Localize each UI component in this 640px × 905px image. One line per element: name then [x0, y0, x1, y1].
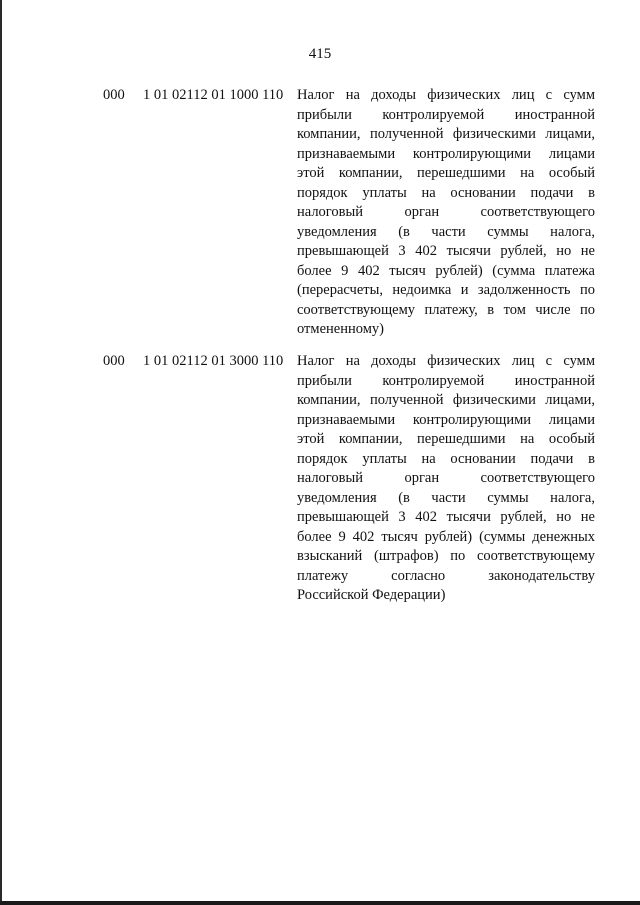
description-line: этой компании, перешедшими на особый — [297, 431, 595, 447]
kbk-code: 1 01 02112 01 3000 110 — [143, 353, 284, 369]
description-line: налоговый орган соответствующего — [297, 204, 595, 220]
admin-code: 000 — [103, 353, 125, 369]
description-line: налоговый орган соответствующего — [297, 470, 595, 486]
description-line: (перерасчеты, недоимка и задолженность по — [297, 282, 595, 298]
description-line: прибыли контролируемой иностранной — [297, 106, 595, 123]
income-description — [297, 352, 595, 606]
description-line: порядок уплаты на основании подачи в — [297, 184, 595, 201]
description-line: уведомления (в части суммы налога, — [297, 223, 595, 240]
description-line: более 9 402 тысяч рублей) (сумма платежа — [297, 262, 595, 279]
scan-bottom-edge — [0, 901, 640, 905]
description-line: компании, полученной физическими лицами, — [297, 126, 595, 142]
description-line: соответствующему платежу, в том числе по — [297, 301, 595, 318]
description-line: более 9 402 тысяч рублей) (суммы денежных — [297, 528, 595, 545]
income-description — [297, 86, 595, 340]
description-line: прибыли контролируемой иностранной — [297, 372, 595, 389]
description-line: признаваемыми контролирующими лицами — [297, 145, 595, 162]
description-line: компании, полученной физическими лицами, — [297, 392, 595, 408]
kbk-code: 1 01 02112 01 1000 110 — [143, 87, 284, 103]
description-line: Налог на доходы физических лиц с сумм — [297, 87, 595, 103]
description-line: отмененному) — [297, 321, 384, 337]
page-number: 415 — [308, 46, 332, 62]
description-line: уведомления (в части суммы налога, — [297, 489, 595, 506]
description-line: Налог на доходы физических лиц с сумм — [297, 353, 595, 369]
description-line: превышающей 3 402 тысячи рублей, но не — [297, 243, 595, 259]
description-line: платежу согласно законодательству — [297, 567, 595, 584]
description-line: Российской Федерации) — [297, 587, 446, 603]
admin-code: 000 — [103, 87, 125, 103]
scan-left-edge — [0, 0, 2, 905]
description-line: взысканий (штрафов) по соответствующему — [297, 548, 595, 564]
description-line: превышающей 3 402 тысячи рублей, но не — [297, 509, 595, 525]
description-line: этой компании, перешедшими на особый — [297, 165, 595, 181]
description-line: порядок уплаты на основании подачи в — [297, 450, 595, 467]
description-line: признаваемыми контролирующими лицами — [297, 411, 595, 428]
